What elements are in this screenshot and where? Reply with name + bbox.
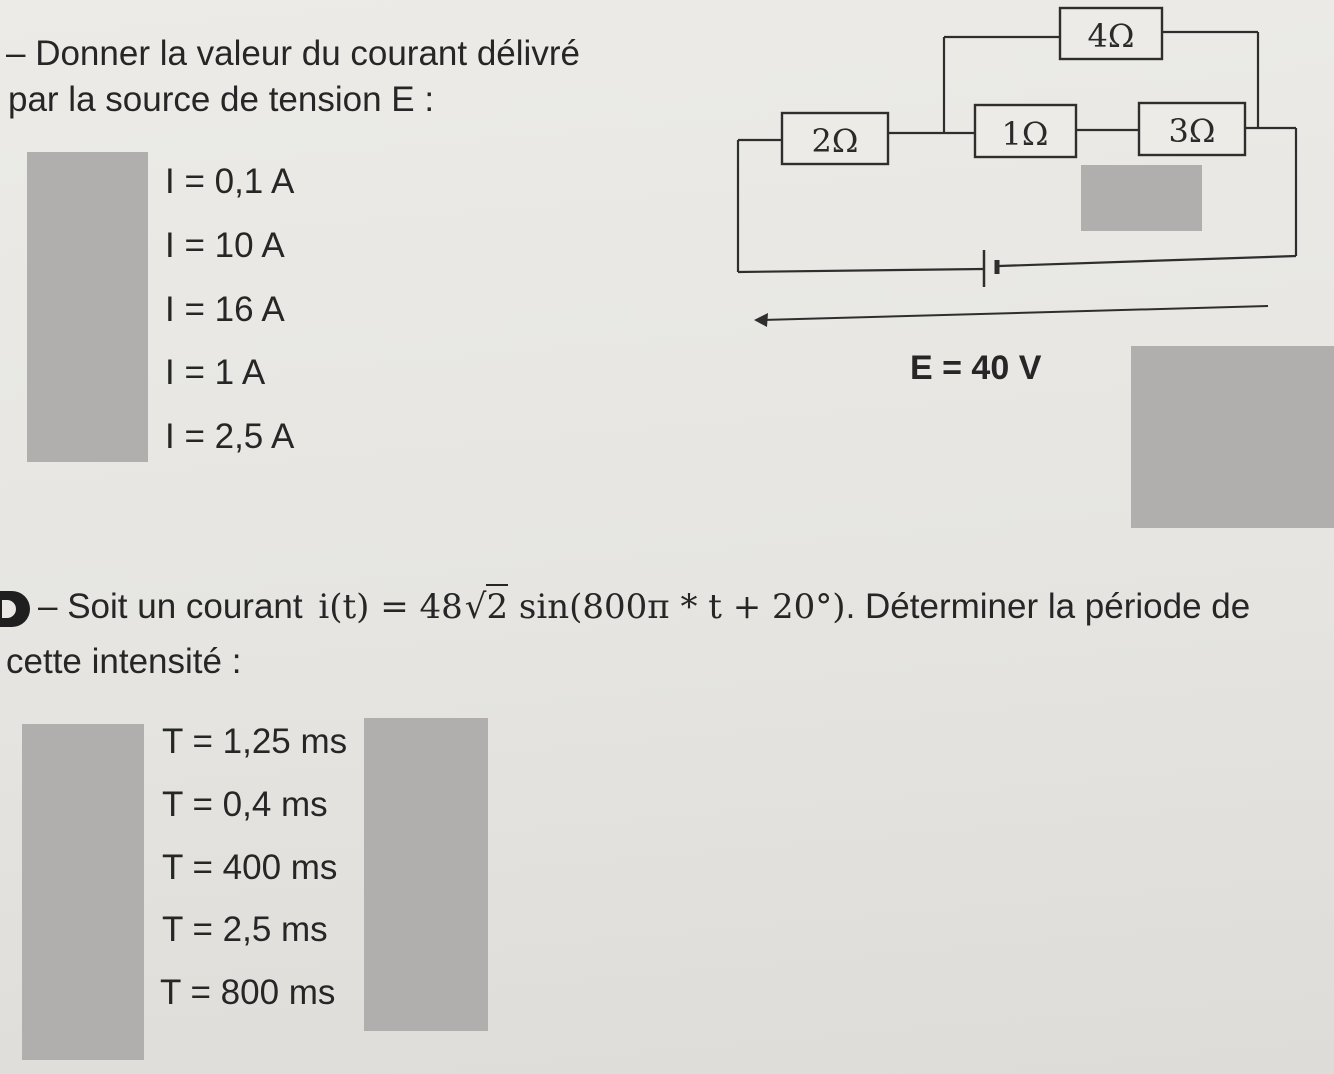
- q2-formula-prefix: i(t) = 48: [318, 587, 463, 627]
- resistor-4-ohm: [1060, 8, 1162, 59]
- q1-option-3: I = 16 A: [165, 290, 285, 329]
- q2-option-1: T = 1,25 ms: [162, 722, 348, 761]
- q2-option-5: T = 800 ms: [160, 973, 336, 1012]
- redaction-block-q2-right: [364, 718, 488, 1031]
- redaction-block-circuit: [1081, 165, 1202, 231]
- question-1-line-1: – Donner la valeur du courant délivré: [6, 34, 580, 73]
- q2-option-2: T = 0,4 ms: [162, 785, 328, 824]
- svg-text:3Ω: 3Ω: [1168, 112, 1216, 150]
- resistor-3-ohm: [1139, 103, 1245, 155]
- q1-option-2: I = 10 A: [165, 226, 285, 265]
- q2-formula-suffix: sin(800π * t + 20°): [518, 587, 846, 627]
- q1-option-1: I = 0,1 A: [165, 162, 295, 201]
- q2-formula: [318, 587, 845, 627]
- q1-option-5: I = 2,5 A: [165, 417, 295, 456]
- source-voltage-label: E = 40 V: [910, 349, 1042, 387]
- q2-intro-text: – Soit un courant: [38, 587, 303, 626]
- question-1-line-2: par la source de tension E :: [8, 80, 435, 119]
- q2-question-text: . Déterminer la période de: [845, 587, 1251, 626]
- resistor-2-ohm: [782, 113, 888, 164]
- q2-formula-sqrt: 2: [486, 584, 508, 627]
- q1-option-4: I = 1 A: [165, 353, 266, 392]
- sqrt-symbol: √: [464, 587, 487, 627]
- question-2-line-2: cette intensité :: [6, 642, 242, 681]
- answer-checkbox-area-q2[interactable]: [22, 724, 144, 1060]
- q2-option-4: T = 2,5 ms: [162, 910, 328, 949]
- redaction-block-right: [1131, 346, 1334, 528]
- svg-text:2Ω: 2Ω: [811, 122, 859, 160]
- voltage-arrow: [754, 306, 1268, 327]
- svg-text:4Ω: 4Ω: [1087, 17, 1135, 55]
- question-2-line-1: [38, 587, 1251, 627]
- svg-text:1Ω: 1Ω: [1001, 115, 1049, 153]
- resistor-1-ohm: [975, 105, 1076, 157]
- q2-option-3: T = 400 ms: [162, 848, 338, 887]
